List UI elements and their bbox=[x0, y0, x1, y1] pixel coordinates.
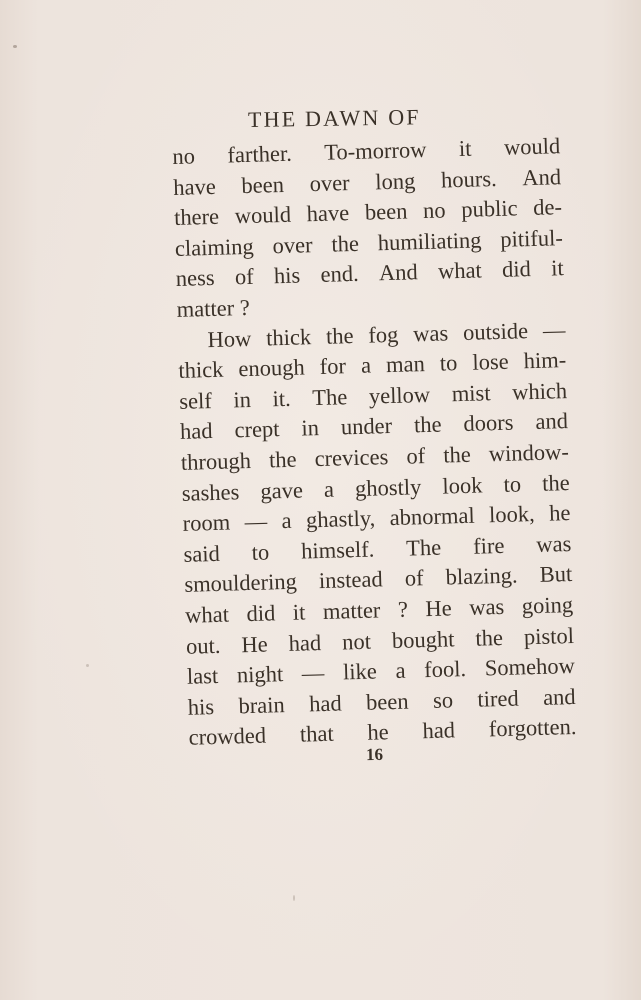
text-line: out. He had not bought the pistol bbox=[185, 622, 575, 659]
text-line: there would have been no public de- bbox=[173, 194, 563, 231]
page-number: 16 bbox=[365, 744, 384, 765]
text-line: had crept in under the doors and bbox=[179, 408, 569, 445]
running-head: THE DAWN OF bbox=[247, 104, 421, 132]
text-line: no farther. To-morrow it would bbox=[172, 133, 561, 169]
text-line: claiming over the humiliating pitiful- bbox=[174, 224, 564, 261]
text-line: thick enough for a man to lose him- bbox=[178, 347, 567, 384]
text-line: said to himself. The fire was bbox=[183, 530, 572, 567]
text-line: self in it. The yellow mist which bbox=[178, 377, 568, 414]
paper-speck bbox=[293, 895, 295, 901]
text-line: have been over long hours. And bbox=[172, 163, 562, 200]
text-line: ness of his end. And what did it bbox=[175, 255, 564, 292]
text-line: what did it matter ? He was going bbox=[184, 591, 574, 628]
text-line: smouldering instead of blazing. But bbox=[184, 561, 573, 598]
paper-speck bbox=[13, 45, 17, 48]
text-line: through the crevices of the window- bbox=[180, 438, 570, 475]
text-line: matter ? bbox=[176, 294, 251, 322]
text-line: crowded that he had forgotten. bbox=[188, 714, 577, 751]
text-line: his brain had been so tired and bbox=[187, 683, 576, 720]
body-text bbox=[172, 131, 577, 753]
text-line: sashes gave a ghostly look to the bbox=[181, 469, 570, 506]
text-line: room — a ghastly, abnormal look, he bbox=[182, 500, 571, 536]
text-line: How thick the fog was outside — bbox=[207, 316, 566, 352]
paper-speck bbox=[86, 664, 89, 667]
text-line: last night — like a fool. Somehow bbox=[186, 653, 576, 689]
